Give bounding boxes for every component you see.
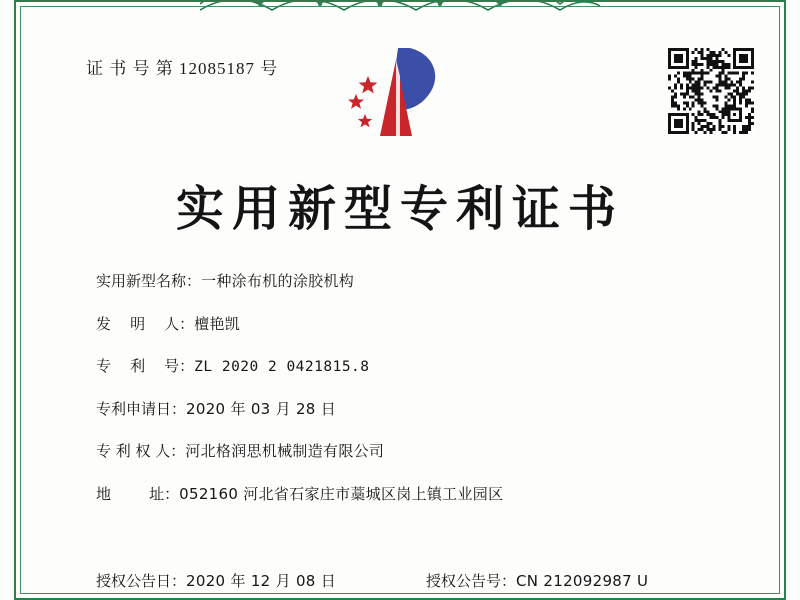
field-label: 专 利 权 人：	[96, 442, 186, 461]
field-row-inventor	[96, 315, 740, 335]
qr-code-canvas	[668, 48, 754, 134]
footer-row	[96, 570, 750, 591]
page-title: 实用新型专利证书	[175, 181, 624, 237]
grant-date-value: 2020 年 12 月 08 日	[186, 572, 337, 590]
field-value: 河北格润思机械制造有限公司	[185, 442, 385, 461]
field-value: 052160 河北省石家庄市藁城区岗上镇工业园区	[179, 484, 504, 503]
field-label: 地 址：	[96, 484, 180, 503]
qr-code	[668, 48, 754, 134]
field-value: 檀艳凯	[194, 314, 241, 333]
field-row-application-date	[96, 400, 740, 420]
field-value: ZL 2020 2 0421815.8	[194, 359, 370, 375]
field-label: 专 利 号：	[96, 357, 195, 375]
field-value: 一种涂布机的涂胶机构	[201, 272, 355, 290]
field-label: 专利申请日：	[96, 399, 187, 418]
field-list	[96, 272, 740, 527]
grant-number-group	[426, 570, 648, 591]
patent-office-emblem-icon	[330, 40, 470, 150]
grant-number-label: 授权公告号：	[426, 572, 517, 590]
grant-number-value: CN 212092987 U	[516, 572, 649, 590]
field-row-name	[96, 272, 740, 292]
field-row-address	[96, 485, 740, 505]
field-value: 2020 年 03 月 28 日	[186, 399, 337, 418]
field-label: 发 明 人：	[96, 314, 195, 333]
grant-date-group	[96, 570, 426, 591]
certificate-number: 证 书 号 第 12085187 号	[86, 59, 279, 78]
field-label: 实用新型名称：	[96, 272, 202, 290]
field-row-patent-number	[96, 357, 740, 377]
field-row-patentee	[96, 442, 740, 462]
grant-date-label: 授权公告日：	[96, 572, 187, 590]
